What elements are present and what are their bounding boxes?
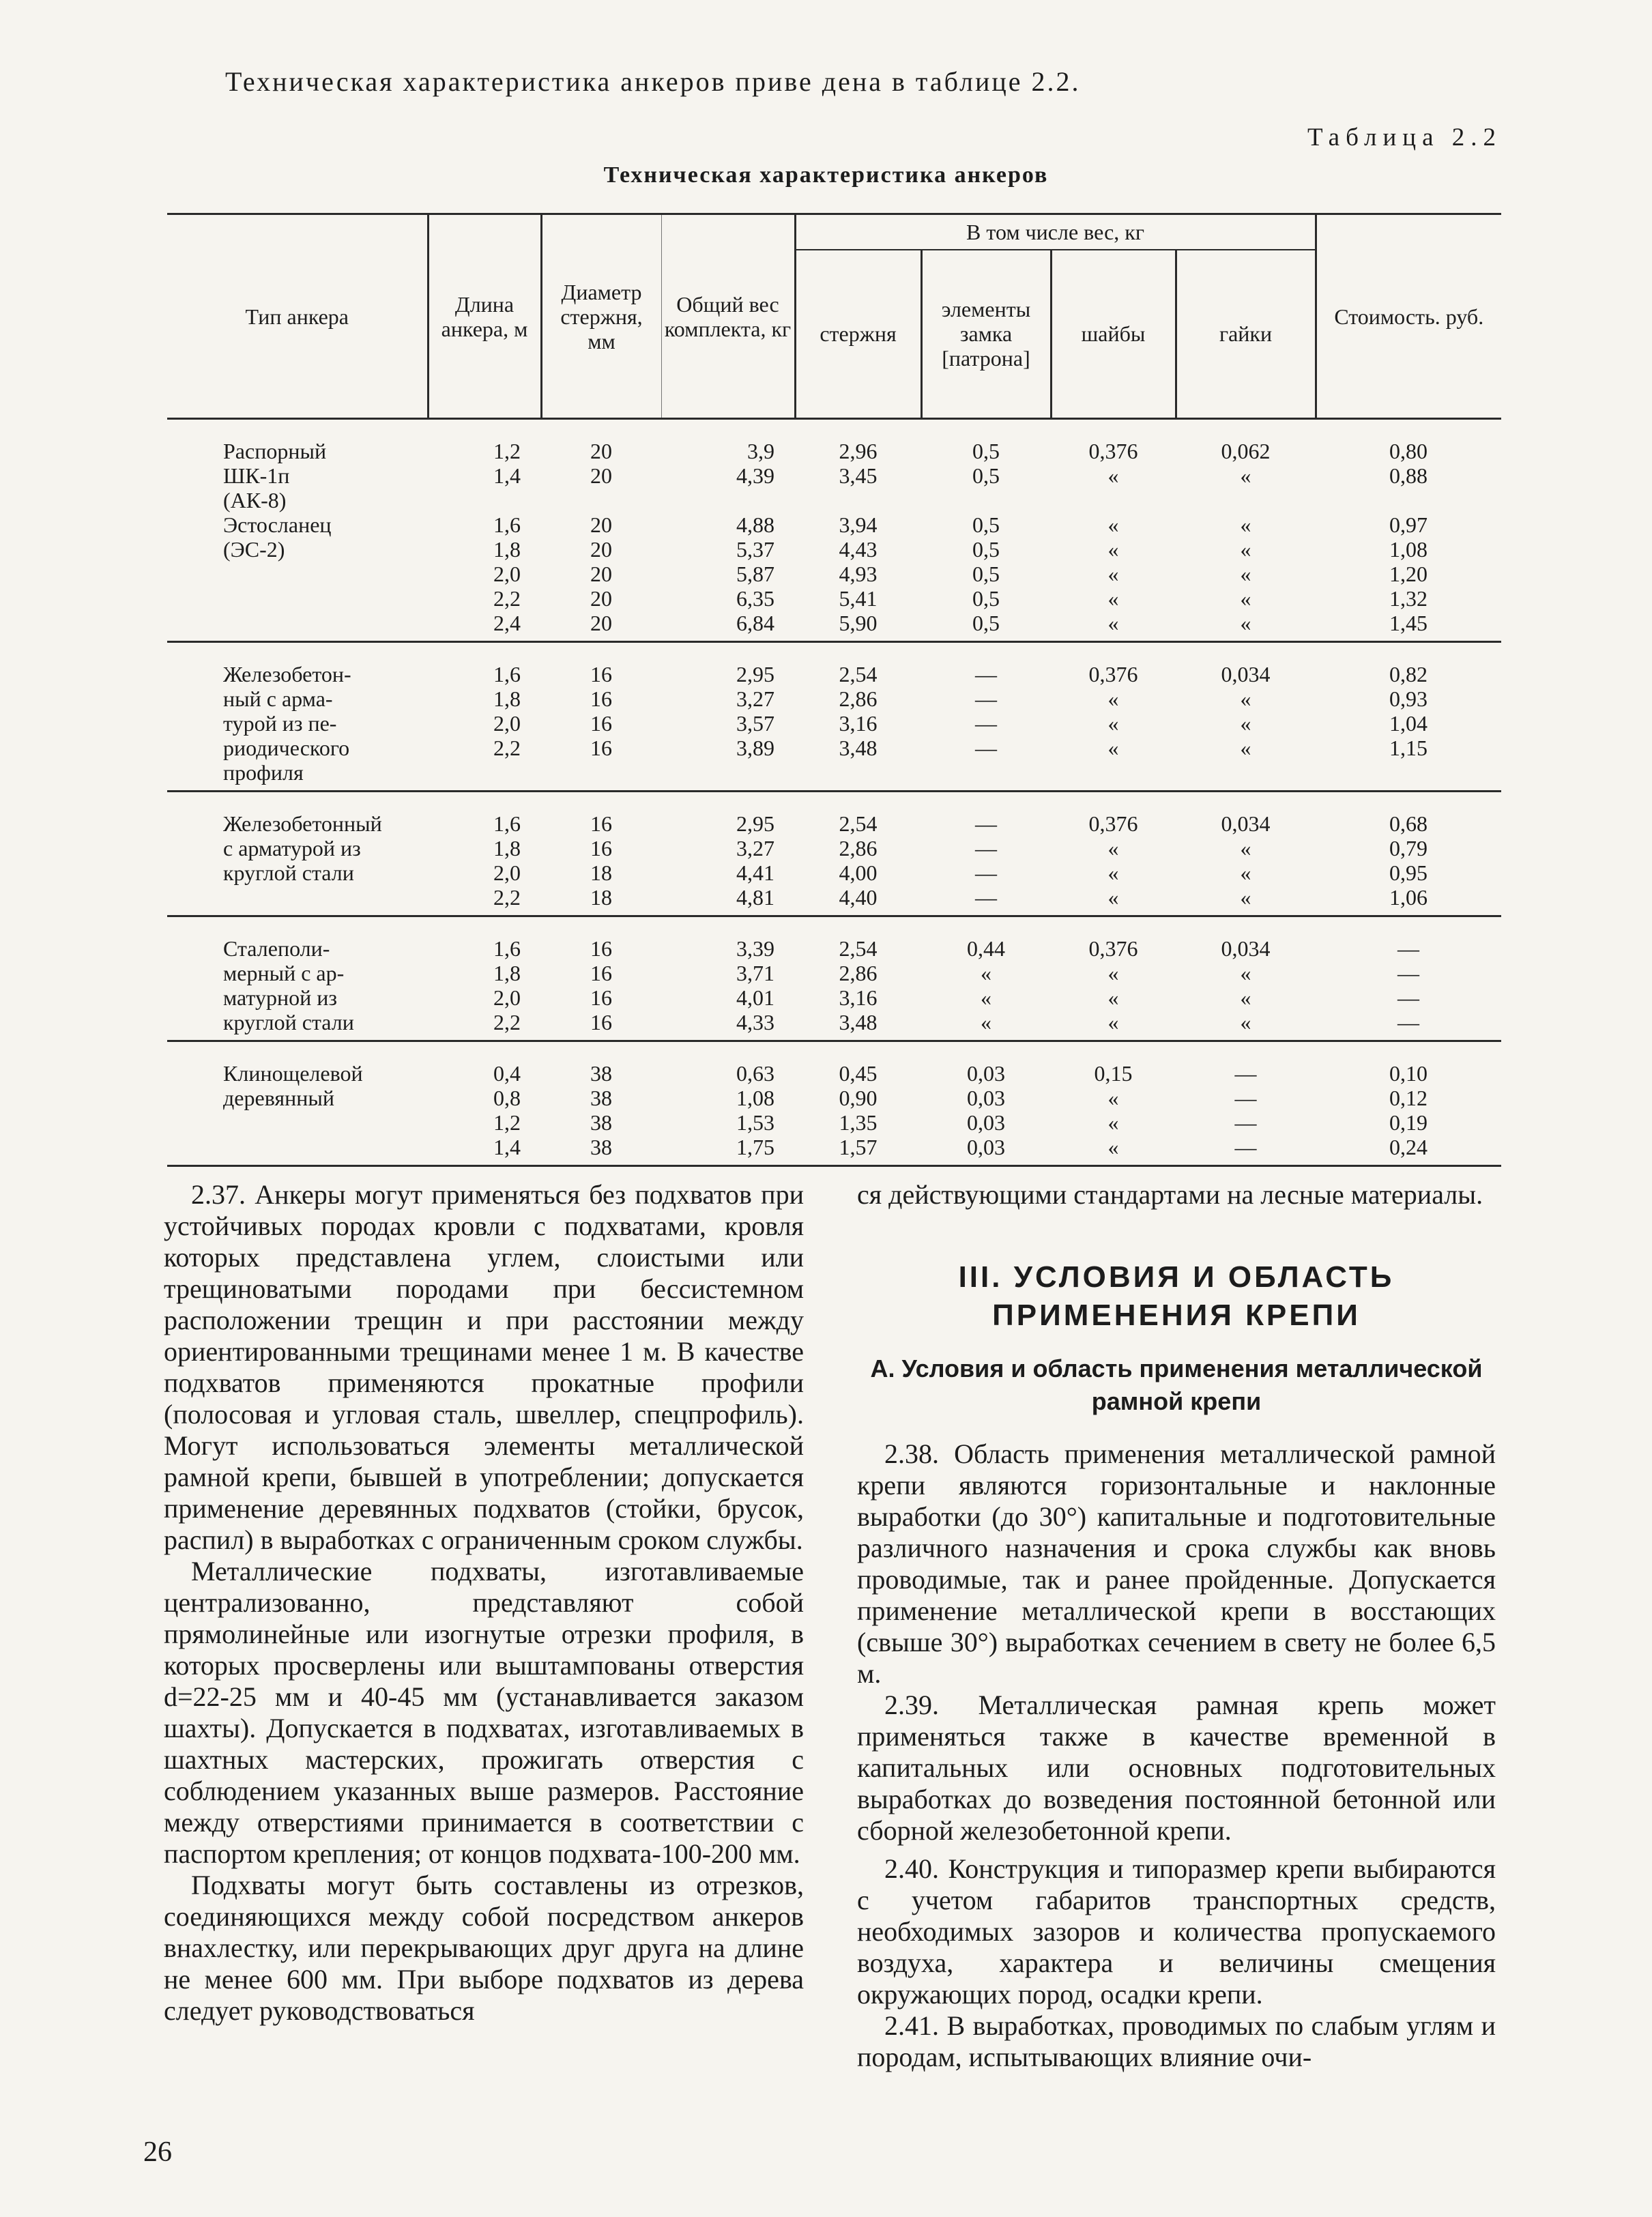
cell-rod-weight: 0,45 0,90 1,35 1,57: [839, 1061, 878, 1159]
cell-type: Сталеполи- мерный с ар- матурной из круглой стали: [223, 936, 354, 1034]
header-total-weight: Общий вес комплекта, кг: [661, 214, 795, 419]
paragraph-2-40: 2.40. Конструкция и типоразмер крепи выбираются с учетом габаритов транспортных средств, необходимых зазоров и количества пропускаемого воздуха, характера и величины смещения окружающих пород, осадки крепи.: [857, 1853, 1496, 2010]
cell-washer-weight: 0,376 « « «: [1088, 662, 1138, 760]
subsection-title: А. Условия и область применения металлической рамной крепи: [870, 1354, 1483, 1415]
cell-washer-weight: 0,376 « « «: [1088, 936, 1138, 1034]
intro-sentence: Техническая характеристика анкеров приве дена в таблице 2.2.: [225, 66, 1081, 97]
cell-diameter: 38 38 38 38: [590, 1061, 612, 1159]
header-incl-weight: В том числе вес, кг: [795, 214, 1316, 250]
cell-cost: — — — —: [1397, 936, 1419, 1034]
header-nuts: гайки: [1176, 250, 1316, 419]
paragraph-2-41: 2.41. В выработках, проводимых по слабым углям и породам, испытывающих влияние очи-: [857, 2010, 1496, 2072]
cell-diameter: 16 16 16 16: [590, 662, 612, 760]
cell-washer-weight: 0,376 « « «: [1088, 811, 1138, 910]
cell-length: 0,4 0,8 1,2 1,4: [493, 1061, 521, 1159]
left-column: [164, 1179, 804, 2027]
cell-length: 1,6 1,8 2,0 2,2: [493, 936, 521, 1034]
cell-total-weight: 0,63 1,08 1,53 1,75: [736, 1061, 774, 1159]
cell-cost: 0,68 0,79 0,95 1,06: [1389, 811, 1428, 910]
cell-type: Железобетонный с арматурой из круглой стали: [223, 811, 382, 885]
cell-lock-weight: 0,03 0,03 0,03 0,03: [967, 1061, 1005, 1159]
cell-total-weight: 2,95 3,27 4,41 4,81: [736, 811, 774, 910]
table-row: [167, 642, 1501, 792]
cell-washer-weight: 0,376 « « « « « «: [1088, 439, 1138, 635]
cell-type: Клинощелевой деревянный: [223, 1061, 363, 1110]
cell-length: 1,6 1,8 2,0 2,2: [493, 662, 521, 760]
cell-length: 1,2 1,4 1,6 1,8 2,0 2,2 2,4: [493, 439, 521, 635]
paragraph-straps-metal: Металлические подхваты, изготавливаемые централизованно, представляют собой прямолинейные или изогнутые отрезки профиля, в которых просверлены или выштампованы отверстия d=22-25 мм и 40-45 мм (устанавливается заказом шахты). Допускается в подхватах, изготавливаемых в шахтных мастерских, прожигать отверстия с соблюдением указанных выше размеров. Расстояние между отверстиями принимается в соответствии с паспортом крепления; от концов подхвата-100-200 мм.: [164, 1556, 804, 1869]
cell-total-weight: 3,39 3,71 4,01 4,33: [736, 936, 774, 1034]
header-lock: элементы замка [патрона]: [921, 250, 1051, 419]
cell-lock-weight: 0,44 « « «: [967, 936, 1005, 1034]
cell-rod-weight: 2,54 2,86 4,00 4,40: [839, 811, 878, 910]
header-diameter: Диаметр стержня, мм: [541, 214, 661, 419]
cell-length: 1,6 1,8 2,0 2,2: [493, 811, 521, 910]
header-length: Длина анкера, м: [428, 214, 541, 419]
right-column: [857, 1179, 1496, 2073]
cell-nut-weight: 0,034 « « «: [1221, 936, 1271, 1034]
cell-total-weight: 3,9 4,39 4,88 5,37 5,87 6,35 6,84: [736, 439, 774, 635]
cell-washer-weight: 0,15 « « «: [1094, 1061, 1133, 1159]
paragraph-continuation: ся действующими стандартами на лесные материалы.: [857, 1179, 1483, 1210]
page-number: 26: [143, 2136, 172, 2168]
table-row: [167, 419, 1501, 642]
paragraph-straps-composed: Подхваты могут быть составлены из отрезков, соединяющихся между собой посредством анкеров внахлестку, или перекрывающих друг друга на длине не менее 600 мм. При выборе подхватов из дерева следует руководствоваться: [164, 1870, 804, 2026]
cell-lock-weight: — — — —: [975, 811, 997, 910]
section-title: III. УСЛОВИЯ И ОБЛАСТЬ ПРИМЕНЕНИЯ КРЕПИ: [958, 1260, 1395, 1332]
cell-nut-weight: 0,034 « « «: [1221, 811, 1271, 910]
cell-rod-weight: 2,54 2,86 3,16 3,48: [839, 936, 878, 1034]
table-row: [167, 1041, 1501, 1166]
cell-nut-weight: 0,062 « « « « « «: [1221, 439, 1271, 635]
header-rod: стержня: [795, 250, 921, 419]
anchor-spec-table: [167, 213, 1501, 1167]
table-number: Таблица 2.2: [1307, 124, 1502, 151]
header-washers: шайбы: [1051, 250, 1176, 419]
cell-cost: 0,80 0,88 0,97 1,08 1,20 1,32 1,45: [1389, 439, 1428, 635]
header-cost: Стоимость. руб.: [1316, 214, 1501, 419]
cell-rod-weight: 2,54 2,86 3,16 3,48: [839, 662, 878, 760]
cell-cost: 0,82 0,93 1,04 1,15: [1389, 662, 1428, 760]
table-title: Техническая характеристика анкеров: [603, 162, 1049, 188]
cell-lock-weight: 0,5 0,5 0,5 0,5 0,5 0,5 0,5: [972, 439, 1000, 635]
cell-nut-weight: 0,034 « « «: [1221, 662, 1271, 760]
cell-total-weight: 2,95 3,27 3,57 3,89: [736, 662, 774, 760]
paragraph-2-39: 2.39. Металлическая рамная крепь может применяться также в качестве временной в капитальных или основных подготовительных выработках до возведения постоянной бетонной или сборной железобетонной крепи.: [857, 1690, 1496, 1846]
header-type: Тип анкера: [167, 214, 428, 419]
cell-type: Распорный ШК-1п (АК-8) Эстосланец (ЭС-2): [223, 439, 332, 562]
cell-lock-weight: — — — —: [975, 662, 997, 760]
cell-diameter: 16 16 18 18: [590, 811, 612, 910]
paragraph-2-38: 2.38. Область применения металлической рамной крепи являются горизонтальные и наклонные выработки (до 30°) капитальные и подготовительные различного назначения и срока службы как вновь проводимые, так и ранее пройденные. Допускается применение металлической крепи в восстающих (свыше 30°) выработках сечением в свету не более 6,5 м.: [857, 1438, 1496, 1689]
cell-rod-weight: 2,96 3,45 3,94 4,43 4,93 5,41 5,90: [839, 439, 878, 635]
cell-nut-weight: — — — —: [1234, 1061, 1257, 1159]
cell-diameter: 20 20 20 20 20 20 20: [590, 439, 612, 635]
cell-cost: 0,10 0,12 0,19 0,24: [1389, 1061, 1428, 1159]
cell-diameter: 16 16 16 16: [590, 936, 612, 1034]
paragraph-2-37: 2.37. Анкеры могут применяться без подхватов при устойчивых породах кровли с подхватами, кровля которых представлена углем, слоистыми или трещиноватыми породами при бессистемном расположении трещин и при расстоянии между ориентированными трещинами менее 1 м. В качестве подхватов применяются прокатные профили (полосовая и угловая сталь, швеллер, спецпрофиль). Могут использоваться элементы металлической рамной крепи, бывшей в употреблении; допускается применение деревянных подхватов (стойки, брусок, распил) в выработках с ограниченным сроком службы.: [164, 1179, 804, 1555]
table-row: [167, 916, 1501, 1041]
cell-type: Железобетон- ный с арма- турой из пе- риодического профиля: [223, 662, 351, 785]
table-row: [167, 792, 1501, 916]
